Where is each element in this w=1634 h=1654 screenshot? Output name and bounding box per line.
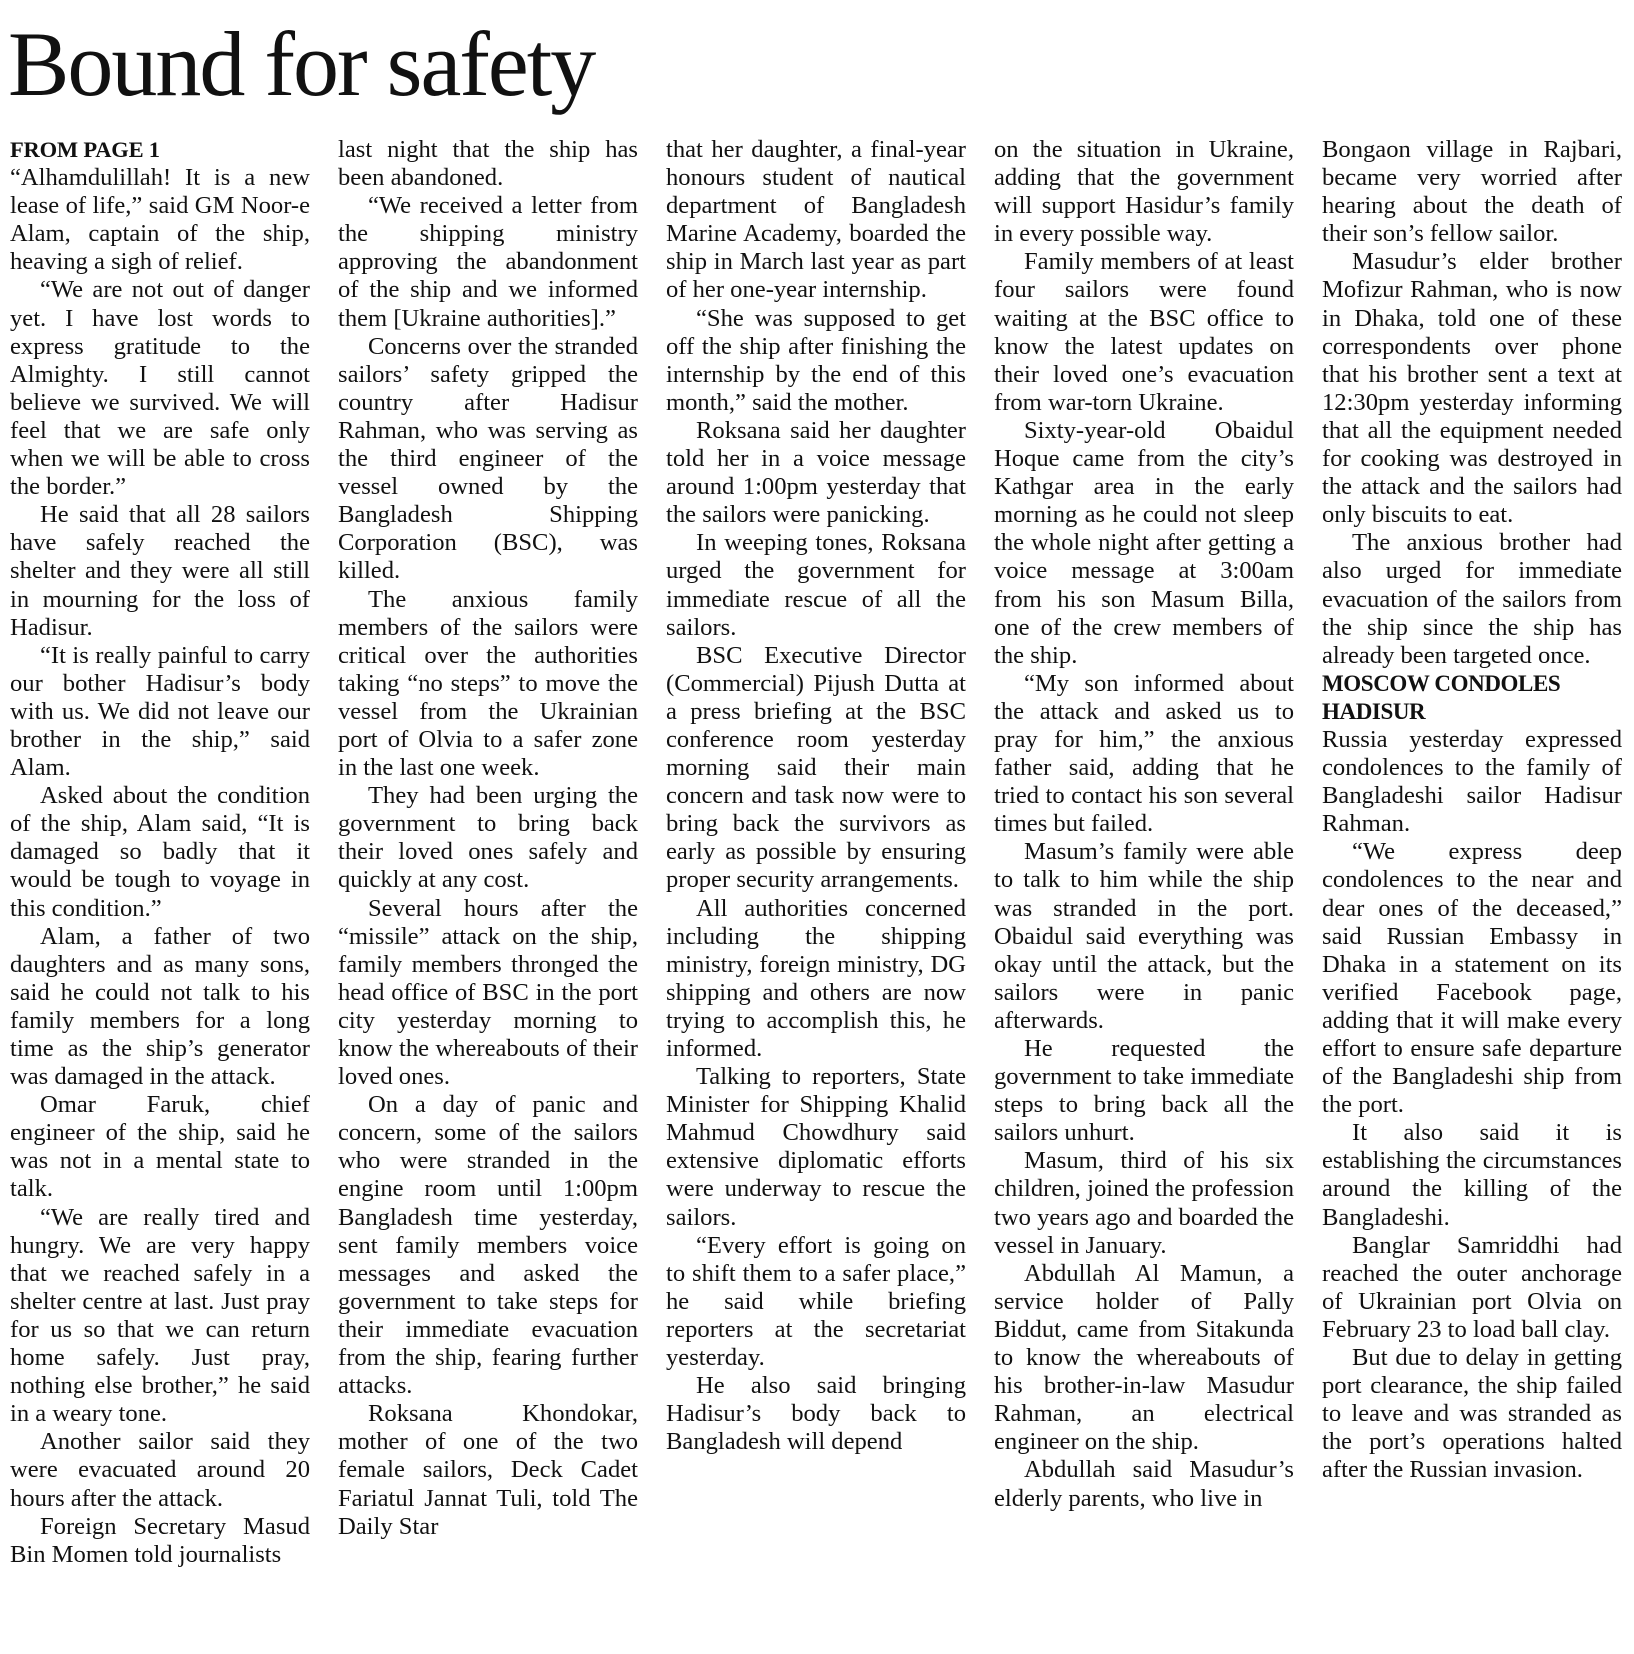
paragraph: Concerns over the stranded sailors’ safety gripped the country after Hadisur Rahman, who was serving as the third engineer of the vessel owned by the Bangladesh Shipping Corporation (BSC), was killed. — [338, 332, 638, 585]
paragraph: On a day of panic and concern, some of the sailors who were stranded in the engine room until 1:00pm Bangladesh time yesterday, sent family members voice messages and asked the government to take steps for their immediate evacuation from the ship, fearing further attacks. — [338, 1091, 638, 1400]
article-column-3 — [666, 136, 966, 1644]
paragraph: Foreign Secretary Masud Bin Momen told journalists — [10, 1512, 310, 1568]
article-column-5 — [1322, 136, 1622, 1644]
paragraph: He also said bringing Hadisur’s body back to Bangladesh will depend — [666, 1372, 966, 1456]
paragraph: “It is really painful to carry our bother Hadisur’s body with us. We did not leave our brother in the ship,” said Alam. — [10, 641, 310, 782]
paragraph: Roksana Khondokar, mother of one of the two female sailors, Deck Cadet Fariatul Jannat Tuli, told The Daily Star — [338, 1400, 638, 1540]
paragraph: last night that the ship has been abandoned. — [338, 136, 638, 192]
headline: Bound for safety — [8, 13, 595, 115]
paragraph: Russia yesterday expressed condolences to the family of Bangladeshi sailor Hadisur Rahman. — [1322, 725, 1622, 838]
paragraph: Omar Faruk, chief engineer of the ship, said he was not in a mental state to talk. — [10, 1091, 310, 1203]
paragraph: “She was supposed to get off the ship after finishing the internship by the end of this month,” said the mother. — [666, 304, 966, 416]
paragraph: “We express deep condolences to the near and dear ones of the deceased,” said Russian Embassy in Dhaka in a statement on its verified Facebook page, adding that it will make every effort to ensure safe departure of the Bangladeshi ship from the port. — [1322, 838, 1622, 1119]
article-body — [10, 136, 1622, 1644]
paragraph: They had been urging the government to bring back their loved ones safely and quickly at any cost. — [338, 782, 638, 894]
paragraph: “My son informed about the attack and asked us to pray for him,” the anxious father said, adding that he tried to contact his son several times but failed. — [994, 669, 1294, 838]
paragraph: It also said it is establishing the circumstances around the killing of the Bangladeshi. — [1322, 1119, 1622, 1231]
paragraph: “Alhamdulillah! It is a new lease of life,” said GM Noor-e Alam, captain of the ship, heaving a sigh of relief. — [10, 164, 310, 276]
article-column-4 — [994, 136, 1294, 1644]
paragraph: Bongaon village in Rajbari, became very worried after hearing about the death of their son’s fellow sailor. — [1322, 136, 1622, 248]
article-column-1 — [10, 136, 310, 1644]
paragraph: In weeping tones, Roksana urged the government for immediate rescue of all the sailors. — [666, 529, 966, 641]
paragraph: Roksana said her daughter told her in a voice message around 1:00pm yesterday that the sailors were panicking. — [666, 416, 966, 529]
paragraph: Several hours after the “missile” attack on the ship, family members thronged the head office of BSC in the port city yesterday morning to know the whereabouts of their loved ones. — [338, 894, 638, 1091]
paragraph: The anxious brother had also urged for immediate evacuation of the sailors from the ship since the ship has already been targeted once. — [1322, 529, 1622, 669]
paragraph: He said that all 28 sailors have safely reached the shelter and they were all still in mourning for the loss of Hadisur. — [10, 501, 310, 641]
section-subhead: MOSCOW CONDOLES HADISUR — [1322, 670, 1561, 724]
paragraph: “We are really tired and hungry. We are very happy that we reached safely in a shelter centre at last. Just pray for us so that we can return home safely. Just pray, nothing else brother,” he said in a weary tone. — [10, 1203, 310, 1428]
paragraph: Masudur’s elder brother Mofizur Rahman, who is now in Dhaka, told one of these correspondents over phone that his brother sent a text at 12:30pm yesterday informing that all the equipment needed for cooking was destroyed in the attack and the sailors had only biscuits to eat. — [1322, 248, 1622, 529]
paragraph: But due to delay in getting port clearance, the ship failed to leave and was stranded as the port’s operations halted after the Russian invasion. — [1322, 1344, 1622, 1484]
paragraph: Talking to reporters, State Minister for Shipping Khalid Mahmud Chowdhury said extensive diplomatic efforts were underway to rescue the sailors. — [666, 1063, 966, 1231]
kicker: FROM PAGE 1 — [10, 137, 160, 162]
paragraph: All authorities concerned including the shipping ministry, foreign ministry, DG shipping and others are now trying to accomplish this, he informed. — [666, 894, 966, 1062]
article-column-2 — [338, 136, 638, 1644]
paragraph: Another sailor said they were evacuated around 20 hours after the attack. — [10, 1428, 310, 1512]
paragraph: BSC Executive Director (Commercial) Pijush Dutta at a press briefing at the BSC conference room yesterday morning said their main concern and task now were to bring back the survivors as early as possible by ensuring proper security arrangements. — [666, 641, 966, 894]
paragraph: Alam, a father of two daughters and as many sons, said he could not talk to his family members for a long time as the ship’s generator was damaged in the attack. — [10, 922, 310, 1091]
paragraph: “We are not out of danger yet. I have lost words to express gratitude to the Almighty. I still cannot believe we survived. We will feel that we are safe only when we will be able to cross the border.” — [10, 276, 310, 501]
paragraph: on the situation in Ukraine, adding that the government will support Hasidur’s family in every possible way. — [994, 136, 1294, 248]
paragraph: Abdullah said Masudur’s elderly parents, who live in — [994, 1456, 1294, 1512]
paragraph: Abdullah Al Mamun, a service holder of Pally Biddut, came from Sitakunda to know the whereabouts of his brother-in-law Masudur Rahman, an electrical engineer on the ship. — [994, 1259, 1294, 1456]
paragraph: The anxious family members of the sailors were critical over the authorities taking “no steps” to move the vessel from the Ukrainian port of Olvia to a safer zone in the last one week. — [338, 585, 638, 782]
paragraph: “We received a letter from the shipping ministry approving the abandonment of the ship and we informed them [Ukraine authorities].” — [338, 192, 638, 332]
paragraph: He requested the government to take immediate steps to bring back all the sailors unhurt. — [994, 1035, 1294, 1147]
paragraph: Masum’s family were able to talk to him while the ship was stranded in the port. Obaidul said everything was okay until the attack, but the sailors were in panic afterwards. — [994, 838, 1294, 1034]
paragraph: Family members of at least four sailors were found waiting at the BSC office to know the latest updates on their loved one’s evacuation from war-torn Ukraine. — [994, 248, 1294, 416]
paragraph: Asked about the condition of the ship, Alam said, “It is damaged so badly that it would be tough to voyage in this condition.” — [10, 782, 310, 922]
paragraph: Banglar Samriddhi had reached the outer anchorage of Ukrainian port Olvia on February 23 to load ball clay. — [1322, 1231, 1622, 1343]
paragraph: “Every effort is going on to shift them to a safer place,” he said while briefing reporters at the secretariat yesterday. — [666, 1231, 966, 1372]
paragraph: Sixty-year-old Obaidul Hoque came from the city’s Kathgar area in the early morning as he could not sleep the whole night after getting a voice message at 3:00am from his son Masum Billa, one of the crew members of the ship. — [994, 416, 1294, 669]
paragraph: Masum, third of his six children, joined the profession two years ago and boarded the vessel in January. — [994, 1147, 1294, 1259]
paragraph: that her daughter, a final-year honours student of nautical department of Bangladesh Marine Academy, boarded the ship in March last year as part of her one-year internship. — [666, 136, 966, 304]
